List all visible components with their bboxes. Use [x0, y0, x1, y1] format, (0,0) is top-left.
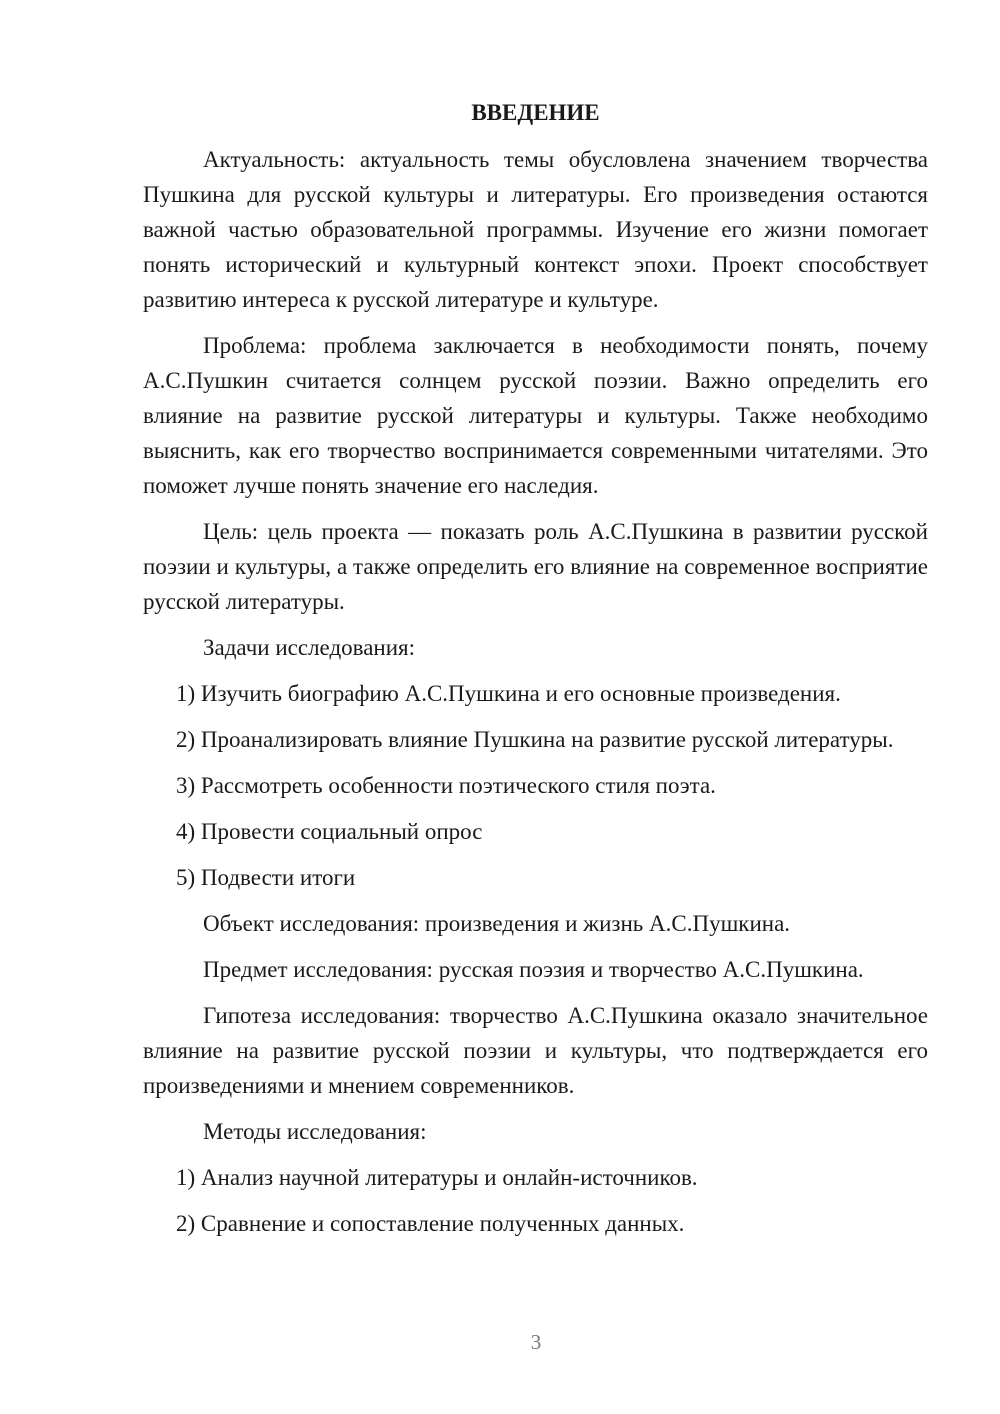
method-item-1: 1) Анализ научной литературы и онлайн-источников. [176, 1165, 698, 1190]
section-title: ВВЕДЕНИЕ [471, 100, 600, 125]
tasks-heading: Задачи исследования: [203, 635, 416, 660]
paragraph-problem: Проблема: проблема заключается в необходимости понять, почему А.С.Пушкин считается солнцем русской поэзии. Важно определить его влияние на развитие русской литературы и культуры. Также необходимо выяснить, как его творчество воспринимается современными читателями. Это поможет лучше понять значение его наследия. [143, 333, 928, 498]
paragraph-relevance: Актуальность: актуальность темы обусловлена значением творчества Пушкина для русской культуры и литературы. Его произведения остаются важной частью образовательной программы. Изучение его жизни помогает понять исторический и культурный контекст эпохи. Проект способствует развитию интереса к русской литературе и культуре. [143, 147, 928, 312]
task-item-1: 1) Изучить биографию А.С.Пушкина и его основные произведения. [176, 681, 841, 706]
research-object: Объект исследования: произведения и жизнь А.С.Пушкина. [203, 911, 791, 936]
research-subject: Предмет исследования: русская поэзия и творчество А.С.Пушкина. [203, 957, 864, 982]
paragraph-goal: Цель: цель проекта — показать роль А.С.Пушкина в развитии русской поэзии и культуры, а также определить его влияние на современное восприятие русской литературы. [143, 519, 928, 614]
method-item-2: 2) Сравнение и сопоставление полученных данных. [176, 1211, 685, 1236]
task-item-4: 4) Провести социальный опрос [176, 819, 483, 844]
methods-heading: Методы исследования: [203, 1119, 427, 1144]
task-item-5: 5) Подвести итоги [176, 865, 356, 890]
document-page [143, 95, 928, 1252]
task-item-3: 3) Рассмотреть особенности поэтического стиля поэта. [176, 773, 716, 798]
research-hypothesis: Гипотеза исследования: творчество А.С.Пушкина оказало значительное влияние на развитие русской поэзии и культуры, что подтверждается его произведениями и мнением современников. [143, 1003, 928, 1098]
page-number: 3 [530, 1330, 542, 1354]
task-item-2: 2) Проанализировать влияние Пушкина на развитие русской литературы. [176, 727, 894, 752]
